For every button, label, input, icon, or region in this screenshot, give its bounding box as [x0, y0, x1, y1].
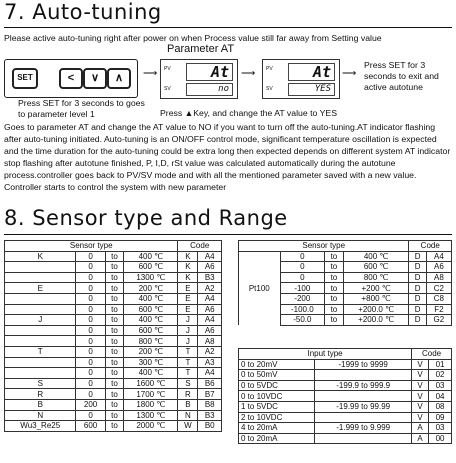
input-type-cell: 4 to 20mA	[239, 423, 315, 434]
sensor-type-cell: N	[5, 410, 76, 421]
code-value-cell: A6	[198, 304, 222, 315]
table-row	[239, 423, 452, 434]
code-value-cell: 00	[429, 433, 452, 444]
tc-body	[5, 251, 222, 431]
arrow-icon: ⟶	[342, 68, 357, 79]
range-max-cell: 600 ℃	[343, 262, 409, 273]
key-panel	[4, 59, 138, 98]
th-code: Code	[412, 349, 452, 360]
input-range-cell: -19.99 to 99.99	[315, 401, 412, 412]
table-row	[239, 293, 452, 304]
range-to-cell: to	[105, 389, 124, 400]
range-max-cell: 400 ℃	[124, 293, 178, 304]
sensor-type-cell	[5, 325, 76, 336]
code-letter-cell: K	[178, 272, 198, 283]
code-value-cell: A4	[198, 368, 222, 379]
code-letter-cell: T	[178, 357, 198, 368]
sensor-type-cell: E	[5, 283, 76, 294]
range-to-cell: to	[325, 283, 344, 294]
exit-note: Press SET for 3 seconds to exit and active autotune	[364, 60, 439, 92]
code-letter-cell: V	[412, 380, 429, 391]
code-value-cell: B6	[198, 378, 222, 389]
input-type-cell: 0 to 50mV	[239, 370, 315, 381]
sensor-type-cell: T	[5, 346, 76, 357]
code-value-cell: A4	[198, 293, 222, 304]
range-max-cell: 1600 ℃	[124, 378, 178, 389]
range-to-cell: to	[105, 251, 124, 262]
range-max-cell: 600 ℃	[124, 304, 178, 315]
range-max-cell: 200 ℃	[124, 346, 178, 357]
table-row	[5, 346, 222, 357]
input-type-cell: 0 to 5VDC	[239, 380, 315, 391]
input-range-cell	[315, 412, 412, 423]
code-letter-cell: A	[412, 433, 429, 444]
code-letter-cell: T	[178, 368, 198, 379]
range-max-cell: 400 ℃	[124, 368, 178, 379]
table-row	[5, 378, 222, 389]
code-letter-cell: S	[178, 378, 198, 389]
display-at-no	[160, 59, 238, 99]
pt-body	[239, 251, 452, 325]
code-letter-cell: K	[178, 251, 198, 262]
range-max-cell: +200 ℃	[343, 283, 409, 294]
code-value-cell: 04	[429, 391, 452, 402]
range-to-cell: to	[105, 315, 124, 326]
range-min-cell: 0	[76, 315, 105, 326]
pv-label: PV	[164, 66, 171, 72]
down-key[interactable]: ∨	[83, 68, 107, 89]
table-row	[5, 315, 222, 326]
input-range-cell	[315, 433, 412, 444]
code-value-cell: B3	[198, 410, 222, 421]
code-value-cell: B7	[198, 389, 222, 400]
range-to-cell: to	[105, 346, 124, 357]
set-key[interactable]: SET	[12, 68, 38, 89]
range-max-cell: +800 ℃	[343, 293, 409, 304]
code-letter-cell: J	[178, 315, 198, 326]
press-set-note: Press SET for 3 seconds to goes to parameter level 1	[18, 98, 145, 119]
table-row	[239, 251, 452, 262]
sensor-type-cell: S	[5, 378, 76, 389]
range-min-cell: 200	[76, 399, 105, 410]
pt100-table	[238, 240, 452, 326]
range-max-cell: 800 ℃	[124, 336, 178, 347]
sensor-type-cell	[239, 272, 281, 283]
code-letter-cell: V	[412, 359, 429, 370]
range-min-cell: 0	[76, 272, 105, 283]
table-row	[5, 293, 222, 304]
range-to-cell: to	[105, 304, 124, 315]
code-value-cell: B8	[198, 399, 222, 410]
range-min-cell: 0	[76, 262, 105, 273]
range-to-cell: to	[105, 410, 124, 421]
table-row	[239, 391, 452, 402]
input-type-cell: 0 to 10VDC	[239, 391, 315, 402]
range-min-cell: 0	[280, 251, 324, 262]
parameter-at-label: Parameter AT	[167, 43, 235, 55]
range-min-cell: 0	[76, 410, 105, 421]
code-value-cell: C8	[426, 293, 451, 304]
th-code: Code	[178, 241, 222, 252]
code-letter-cell: T	[178, 346, 198, 357]
code-value-cell: B3	[198, 272, 222, 283]
code-letter-cell: J	[178, 325, 198, 336]
table-row	[239, 412, 452, 423]
range-min-cell: -100.0	[280, 304, 324, 315]
range-to-cell: to	[105, 325, 124, 336]
table-row	[5, 336, 222, 347]
code-value-cell: A3	[198, 357, 222, 368]
code-value-cell: F2	[426, 304, 451, 315]
table-row	[239, 359, 452, 370]
title-rule	[4, 234, 452, 235]
code-value-cell: B0	[198, 421, 222, 432]
range-min-cell: 600	[76, 421, 105, 432]
code-letter-cell: D	[409, 262, 426, 273]
table-row	[5, 399, 222, 410]
sv-readout: no	[186, 83, 233, 96]
table-row	[239, 315, 452, 326]
code-value-cell: A8	[198, 336, 222, 347]
table-row	[239, 433, 452, 444]
code-value-cell: A4	[198, 315, 222, 326]
input-type-cell: 2 to 10VDC	[239, 412, 315, 423]
range-max-cell: 1800 ℃	[124, 399, 178, 410]
code-value-cell: A4	[426, 251, 451, 262]
code-value-cell: 03	[429, 380, 452, 391]
table-row	[5, 325, 222, 336]
range-max-cell: 2000 ℃	[124, 421, 178, 432]
range-min-cell: 0	[280, 272, 324, 283]
input-range-cell	[315, 391, 412, 402]
code-letter-cell: N	[178, 410, 198, 421]
table-row	[5, 368, 222, 379]
range-max-cell: 1300 ℃	[124, 272, 178, 283]
arrow-icon: ⟶	[241, 68, 256, 79]
code-letter-cell: E	[178, 304, 198, 315]
range-max-cell: 800 ℃	[343, 272, 409, 283]
range-min-cell: 0	[76, 336, 105, 347]
input-range-cell	[315, 370, 412, 381]
range-to-cell: to	[325, 262, 344, 273]
range-min-cell: 0	[76, 389, 105, 400]
code-letter-cell: V	[412, 412, 429, 423]
sv-label: SV	[164, 86, 171, 92]
range-min-cell: 0	[76, 304, 105, 315]
code-letter-cell: J	[178, 336, 198, 347]
table-row	[239, 283, 452, 294]
code-letter-cell: D	[409, 293, 426, 304]
code-value-cell: C2	[426, 283, 451, 294]
code-letter-cell: A	[412, 423, 429, 434]
table-row	[5, 272, 222, 283]
sensor-type-cell	[5, 262, 76, 273]
sensor-type-cell: R	[5, 389, 76, 400]
table-row	[239, 304, 452, 315]
sensor-type-cell	[5, 293, 76, 304]
range-max-cell: 300 ℃	[124, 357, 178, 368]
code-letter-cell: D	[409, 304, 426, 315]
range-to-cell: to	[325, 315, 344, 326]
range-min-cell: 0	[280, 262, 324, 273]
table-row	[5, 421, 222, 432]
code-letter-cell: B	[178, 399, 198, 410]
range-to-cell: to	[325, 272, 344, 283]
range-min-cell: 0	[76, 378, 105, 389]
range-max-cell: 200 ℃	[124, 283, 178, 294]
in-body	[239, 359, 452, 444]
table-row	[239, 401, 452, 412]
range-max-cell: 600 ℃	[124, 325, 178, 336]
code-value-cell: A2	[198, 283, 222, 294]
code-value-cell: 08	[429, 401, 452, 412]
code-letter-cell: D	[409, 315, 426, 326]
input-type-cell: 0 to 20mA	[239, 433, 315, 444]
section-7-title: 7. Auto-tuning	[4, 0, 162, 24]
table-row	[5, 304, 222, 315]
code-letter-cell: D	[409, 283, 426, 294]
sensor-type-cell	[5, 357, 76, 368]
pv-readout: At	[288, 63, 335, 81]
code-value-cell: 03	[429, 423, 452, 434]
code-letter-cell: V	[412, 401, 429, 412]
table-row	[239, 262, 452, 273]
range-min-cell: 0	[76, 293, 105, 304]
range-to-cell: to	[325, 293, 344, 304]
left-key[interactable]: <	[59, 68, 83, 89]
sensor-type-cell	[5, 336, 76, 347]
sv-readout: YES	[288, 83, 335, 96]
range-max-cell: +200.0 ℃	[343, 304, 409, 315]
range-to-cell: to	[325, 304, 344, 315]
code-value-cell: A8	[426, 272, 451, 283]
code-value-cell: A6	[426, 262, 451, 273]
range-min-cell: 0	[76, 325, 105, 336]
code-letter-cell: E	[178, 293, 198, 304]
range-min-cell: 0	[76, 251, 105, 262]
table-row	[5, 262, 222, 273]
range-max-cell: 400 ℃	[343, 251, 409, 262]
range-max-cell: 1700 ℃	[124, 389, 178, 400]
code-letter-cell: D	[409, 272, 426, 283]
range-min-cell: 0	[76, 346, 105, 357]
th-code: Code	[409, 241, 452, 252]
code-letter-cell: K	[178, 262, 198, 273]
table-row	[239, 272, 452, 283]
press-key-note: Press ▲Key, and change the AT value to YES	[160, 108, 337, 118]
range-to-cell: to	[105, 272, 124, 283]
sensor-type-cell: K	[5, 251, 76, 262]
table-row	[5, 410, 222, 421]
body-text: Goes to parameter AT and change the AT value to NO if you want to turn off the auto-tuning.AT indicator flashing after auto-tuning initiated. Auto-tuning is an ON/OFF control mode, significant temperature oscillation is expected and the time duration for the auto-tuning could be extra long then expected depends on different system AT indicator stop flashing after autotune finished, P, I,D, rSt value was calculated automatically during the autotune process.controller goes back to PV/SV mode and with all the mentioned parameter saved with a new value. Controller starts to control the system with new parameter	[4, 122, 451, 192]
table-row	[5, 357, 222, 368]
sensor-type-cell: Wu3_Re25	[5, 421, 76, 432]
range-max-cell: +200.0 ℃	[343, 315, 409, 326]
sensor-type-cell: J	[5, 315, 76, 326]
sensor-type-cell	[239, 293, 281, 304]
table-row	[5, 283, 222, 294]
pv-label: PV	[266, 66, 273, 72]
sensor-type-cell	[239, 315, 281, 326]
th-sensor-type: Sensor type	[5, 241, 178, 252]
code-letter-cell: E	[178, 283, 198, 294]
code-value-cell: A4	[198, 251, 222, 262]
thermocouple-table	[4, 240, 222, 432]
range-to-cell: to	[105, 293, 124, 304]
sensor-type-cell	[239, 251, 281, 262]
range-to-cell: to	[325, 251, 344, 262]
code-letter-cell: W	[178, 421, 198, 432]
code-letter-cell: V	[412, 391, 429, 402]
pv-readout: At	[186, 63, 233, 81]
input-range-cell: -199.9 to 999.9	[315, 380, 412, 391]
table-row	[5, 389, 222, 400]
range-to-cell: to	[105, 368, 124, 379]
sensor-type-cell	[5, 272, 76, 283]
range-to-cell: to	[105, 262, 124, 273]
th-input-type: Input type	[239, 349, 412, 360]
sensor-type-cell: Pt100	[239, 283, 281, 294]
display-at-yes	[262, 59, 340, 99]
sensor-type-cell	[239, 304, 281, 315]
range-min-cell: 0	[76, 368, 105, 379]
code-letter-cell: R	[178, 389, 198, 400]
range-to-cell: to	[105, 378, 124, 389]
code-value-cell: 01	[429, 359, 452, 370]
up-key[interactable]: ∧	[107, 68, 131, 89]
title-rule	[4, 27, 452, 28]
range-min-cell: 0	[76, 357, 105, 368]
code-value-cell: A6	[198, 325, 222, 336]
input-type-cell: 0 to 20mV	[239, 359, 315, 370]
range-min-cell: 0	[76, 283, 105, 294]
input-type-table	[238, 348, 452, 444]
input-type-cell: 1 to 5VDC	[239, 401, 315, 412]
range-min-cell: -200	[280, 293, 324, 304]
intro-text: Please active auto-tuning right after power on when Process value still far away from Setting value	[4, 33, 382, 43]
code-value-cell: G2	[426, 315, 451, 326]
input-range-cell: -1.999 to 9.999	[315, 423, 412, 434]
code-value-cell: 02	[429, 370, 452, 381]
code-letter-cell: V	[412, 370, 429, 381]
sensor-type-cell: B	[5, 399, 76, 410]
table-row	[239, 370, 452, 381]
sensor-type-cell	[239, 262, 281, 273]
range-max-cell: 400 ℃	[124, 315, 178, 326]
th-sensor-type: Sensor type	[239, 241, 409, 252]
input-range-cell: -1999 to 9999	[315, 359, 412, 370]
table-row	[5, 251, 222, 262]
range-max-cell: 400 ℃	[124, 251, 178, 262]
sensor-type-cell	[5, 304, 76, 315]
code-value-cell: A2	[198, 346, 222, 357]
range-to-cell: to	[105, 399, 124, 410]
arrow-icon: ⟶	[143, 68, 158, 79]
code-letter-cell: D	[409, 251, 426, 262]
range-min-cell: -100	[280, 283, 324, 294]
range-max-cell: 600 ℃	[124, 262, 178, 273]
code-value-cell: A6	[198, 262, 222, 273]
range-min-cell: -50.0	[280, 315, 324, 326]
range-to-cell: to	[105, 357, 124, 368]
sensor-type-cell	[5, 368, 76, 379]
section-8-title: 8. Sensor type and Range	[4, 206, 288, 230]
range-to-cell: to	[105, 421, 124, 432]
range-to-cell: to	[105, 283, 124, 294]
sv-label: SV	[266, 86, 273, 92]
code-value-cell: 09	[429, 412, 452, 423]
range-to-cell: to	[105, 336, 124, 347]
range-max-cell: 1300 ℃	[124, 410, 178, 421]
table-row	[239, 380, 452, 391]
